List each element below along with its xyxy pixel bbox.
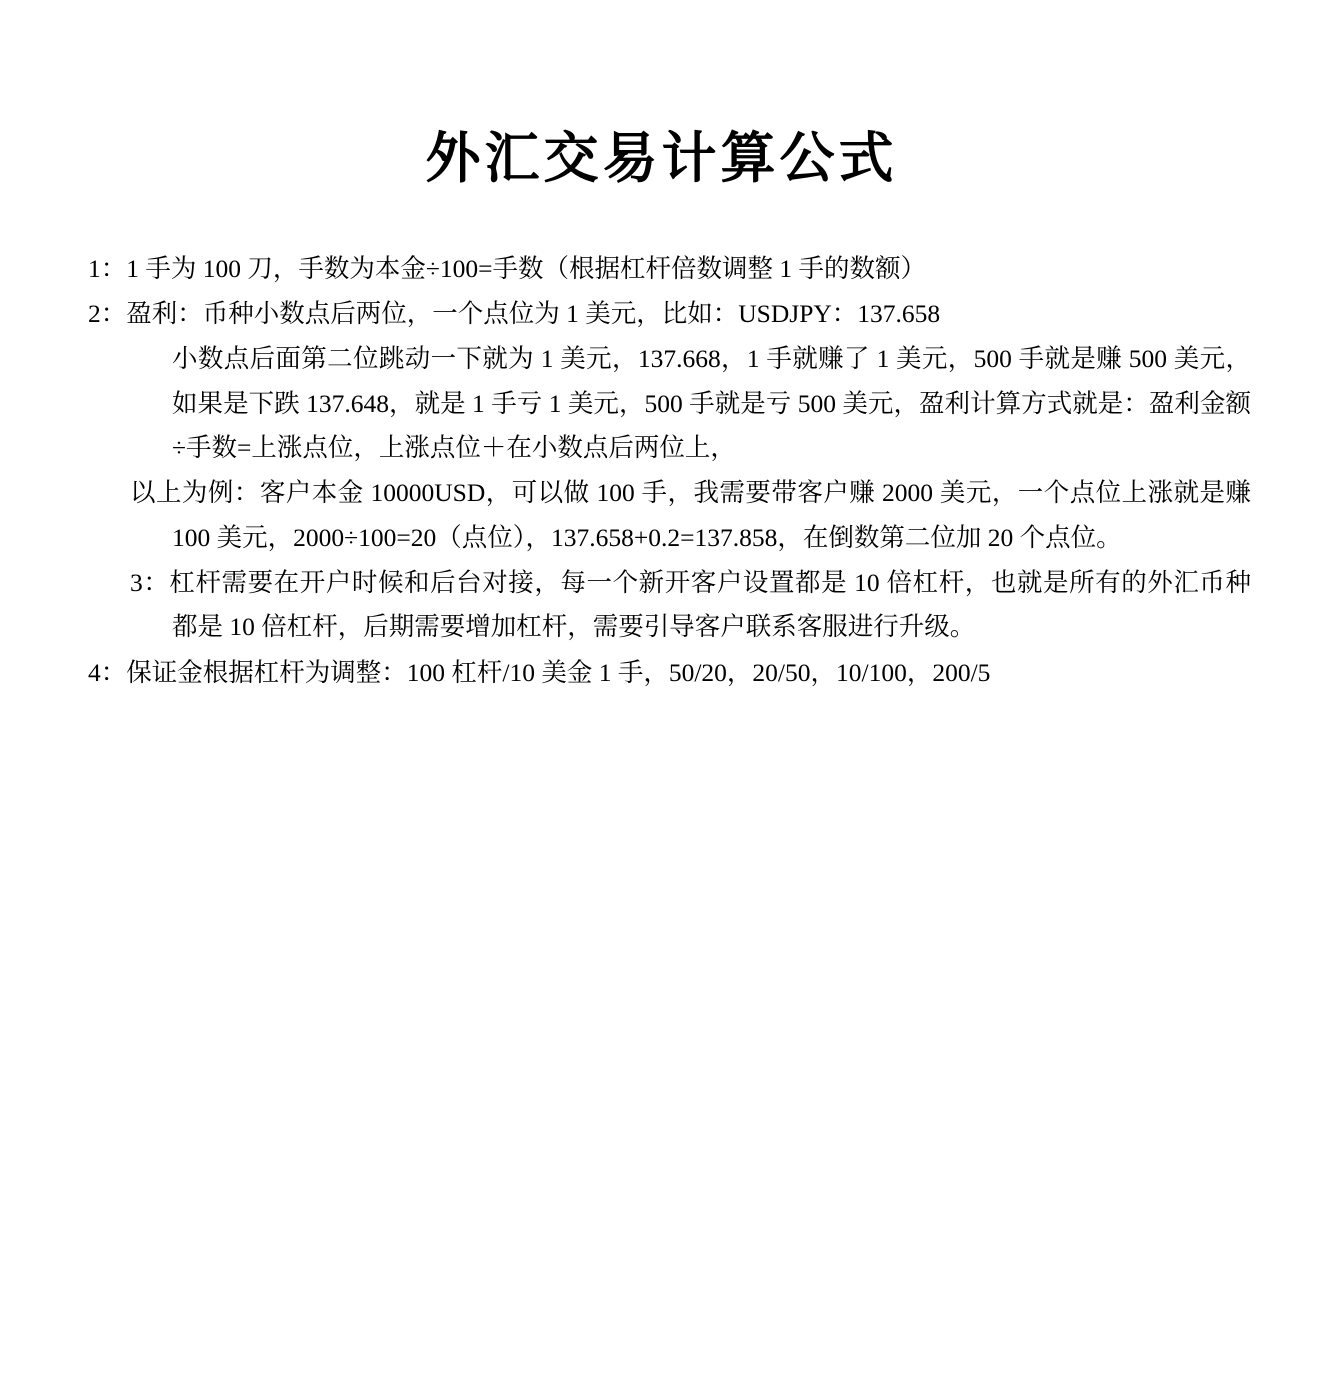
paragraph-item-3: 3：杠杆需要在开户时候和后台对接，每一个新开客户设置都是 10 倍杠杆，也就是所有的外汇币种都是 10 倍杠杆，后期需要增加杠杆，需要引导客户联系客服进行升级。: [130, 568, 1251, 642]
paragraph-item-1: 1：1 手为 100 刀，手数为本金÷100=手数（根据杠杆倍数调整 1 手的数额）: [88, 253, 927, 283]
page-title: 外汇交易计算公式: [425, 126, 898, 190]
paragraph-item-2-continued: 小数点后面第二位跳动一下就为 1 美元，137.668，1 手就赚了 1 美元，500 手就是赚 500 美元，如果是下跌 137.648，就是 1 手亏 1 美元，500 手就是亏 500 美元，盈利计算方式就是：盈利金额÷手数=上涨点位，上涨点位＋在小数点后两位上，: [172, 344, 1251, 462]
paragraph-example: 以上为例：客户本金 10000USD，可以做 100 手，我需要带客户赚 2000 美元，一个点位上涨就是赚 100 美元，2000÷100=20（点位），137.658+0.2=137.858，在倒数第二位加 20 个点位。: [130, 478, 1251, 552]
paragraph-item-2: 2：盈利：币种小数点后两位，一个点位为 1 美元，比如：USDJPY：137.658: [88, 298, 941, 328]
document-body: [0, 247, 1323, 696]
paragraph-item-4: 4：保证金根据杠杆为调整：100 杠杆/10 美金 1 手，50/20，20/50，10/100，200/5: [88, 657, 991, 687]
